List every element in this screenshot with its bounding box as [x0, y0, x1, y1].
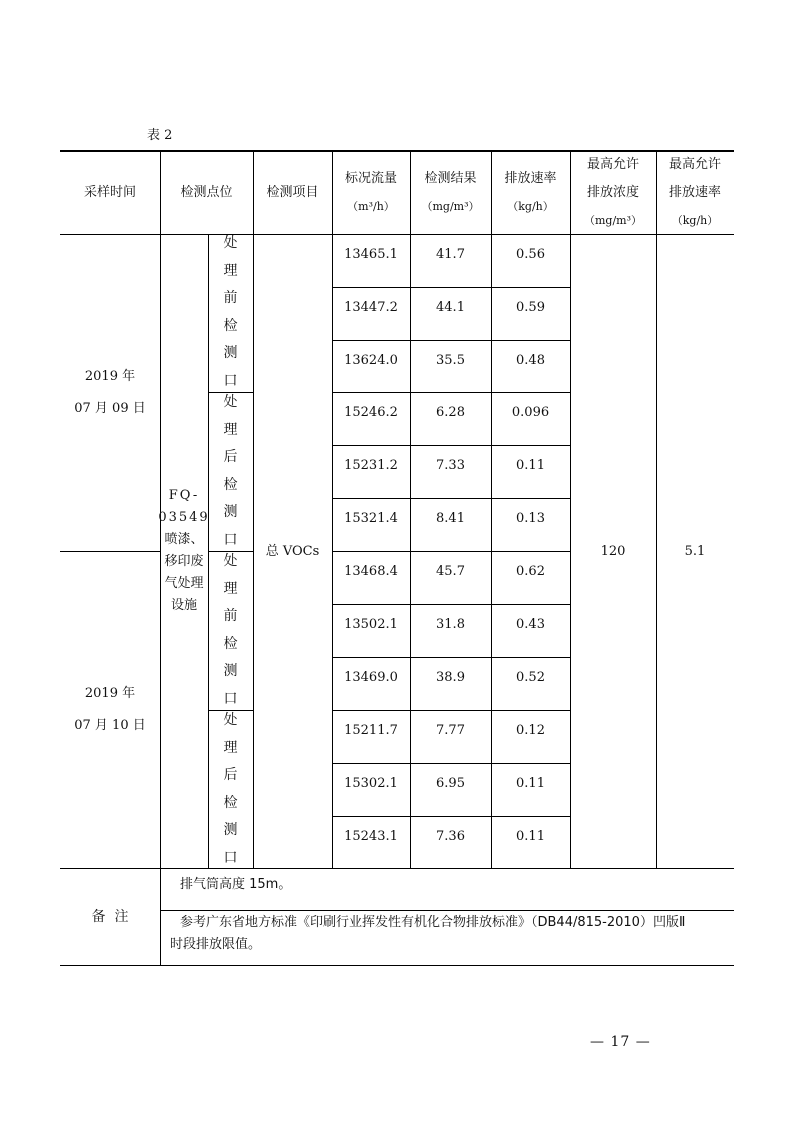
- table-cell-rate: 0.52: [516, 669, 545, 685]
- table-cell-flow: 13465.1: [344, 246, 398, 262]
- table-cell-flow: 13624.0: [344, 352, 398, 368]
- table-bottom-border: [60, 965, 734, 966]
- header-item: 检测项目: [266, 185, 319, 200]
- table-cell-flow: 15211.7: [344, 722, 398, 738]
- date-cell: 2019 年 07 月 09 日: [74, 368, 146, 416]
- table-cell-rate: 0.11: [516, 828, 545, 844]
- header-point: 检测点位: [180, 185, 233, 200]
- page-number: — 17 —: [590, 1034, 651, 1050]
- table-cell-result: 44.1: [436, 299, 465, 315]
- table-cell-result: 41.7: [436, 246, 465, 262]
- notes-divider: [160, 910, 734, 911]
- max-rate-cell: 5.1: [684, 543, 706, 559]
- table-cell-flow: 13447.2: [344, 299, 398, 315]
- header-max-concentration: 最高允许 排放浓度 （mg/m³）: [583, 156, 643, 227]
- max-concentration-cell: 120: [600, 543, 626, 559]
- facility-cell: FQ- 03549 喷漆、 移印废 气处理 设施: [158, 488, 210, 613]
- table-cell-result: 7.36: [436, 828, 465, 844]
- header-flow: 标况流量 （m³/h）: [344, 170, 397, 213]
- table-cell-rate: 0.56: [516, 246, 545, 262]
- table-cell-rate: 0.12: [516, 722, 545, 738]
- table-cell-result: 31.8: [436, 616, 465, 632]
- point-cell-after: 处 理 后 检 测 口: [223, 394, 238, 548]
- note-1: 排气筒高度 15m。: [180, 877, 292, 892]
- table-cell-rate: 0.62: [516, 563, 545, 579]
- table-cell-rate: 0.43: [516, 616, 545, 632]
- table-cell-result: 6.95: [436, 775, 465, 791]
- table-cell-result: 7.33: [436, 457, 465, 473]
- table-cell-flow: 13469.0: [344, 669, 398, 685]
- date-cell: 2019 年 07 月 10 日: [74, 685, 146, 733]
- table-cell-result: 6.28: [436, 404, 465, 420]
- table-cell-result: 7.77: [436, 722, 465, 738]
- table-cell-rate: 0.11: [516, 457, 545, 473]
- note-2: 参考广东省地方标准《印刷行业挥发性有机化合物排放标准》（DB44/815-2010）凹版Ⅱ 时段排放限值。: [170, 915, 686, 952]
- header-result: 检测结果 （mg/m³）: [421, 170, 480, 213]
- table-cell-result: 35.5: [436, 352, 465, 368]
- header-max-rate: 最高允许 排放速率 （kg/h）: [668, 156, 721, 227]
- table-cell-flow: 15321.4: [344, 510, 398, 526]
- table-caption: 表 2: [147, 128, 173, 143]
- header-sampling-time: 采样时间: [83, 185, 136, 200]
- table-cell-flow: 15246.2: [344, 404, 398, 420]
- table-cell-rate: 0.48: [516, 352, 545, 368]
- table-cell-rate: 0.11: [516, 775, 545, 791]
- table-cell-rate: 0.096: [511, 404, 550, 420]
- table-cell-flow: 15243.1: [344, 828, 398, 844]
- table-cell-rate: 0.13: [516, 510, 545, 526]
- notes-label: 备 注: [91, 908, 129, 925]
- point-cell-after: 处 理 后 检 测 口: [223, 712, 238, 866]
- data-bottom-border: [60, 868, 734, 869]
- table-cell-result: 45.7: [436, 563, 465, 579]
- table-cell-flow: 15302.1: [344, 775, 398, 791]
- table-cell-flow: 13468.4: [344, 563, 398, 579]
- point-cell-before: 处 理 前 检 测 口: [223, 235, 238, 389]
- table-cell-rate: 0.59: [516, 299, 545, 315]
- table-cell-result: 38.9: [436, 669, 465, 685]
- header-rate: 排放速率 （kg/h）: [504, 170, 557, 213]
- item-cell: 总 VOCs: [265, 543, 320, 559]
- point-cell-before: 处 理 前 检 测 口: [223, 553, 238, 707]
- table-cell-flow: 15231.2: [344, 457, 398, 473]
- table-cell-result: 8.41: [436, 510, 465, 526]
- table-cell-flow: 13502.1: [344, 616, 398, 632]
